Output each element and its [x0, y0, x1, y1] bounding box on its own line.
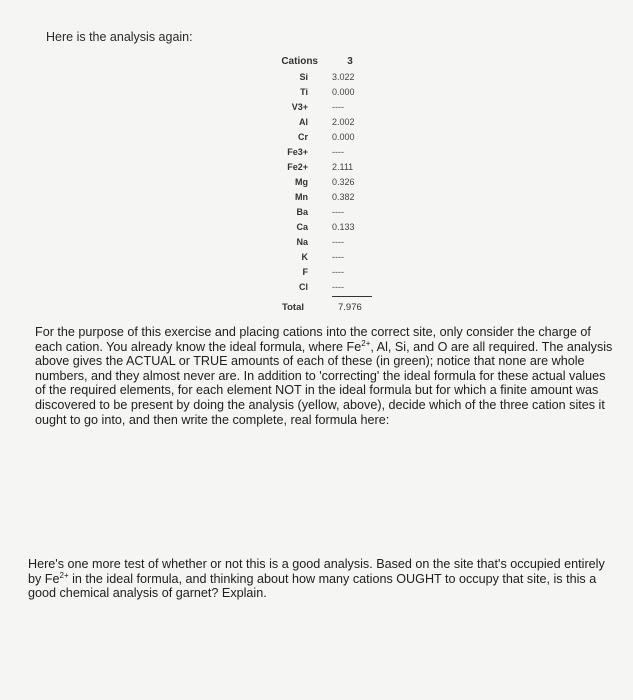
cation-symbol: Na	[296, 237, 308, 247]
table-row	[270, 147, 380, 161]
table-row	[270, 282, 380, 296]
cation-symbol: F	[302, 267, 308, 277]
table-row	[270, 72, 380, 86]
cation-value: 2.111	[332, 162, 354, 172]
cation-value: ----	[332, 147, 344, 157]
table-row	[270, 237, 380, 251]
cation-value: 3.022	[332, 72, 355, 82]
cation-symbol: Ti	[300, 87, 308, 97]
cation-symbol: Mn	[295, 192, 308, 202]
table-row	[270, 117, 380, 131]
header-cations: Cations	[281, 56, 318, 67]
cation-value: ----	[332, 267, 344, 277]
cation-value: 2.002	[332, 117, 355, 127]
cation-value: ----	[332, 282, 344, 292]
table-row	[270, 102, 380, 116]
table-row	[270, 267, 380, 281]
cation-symbol: Al	[299, 117, 308, 127]
cation-symbol: V3+	[291, 102, 308, 112]
table-row	[270, 192, 380, 206]
total-label: Total	[282, 302, 304, 313]
total-divider	[332, 296, 372, 297]
cation-symbol: Si	[299, 72, 308, 82]
paragraph-text: For the purpose of this exercise and placing cations into the correct site, only consider the charge of each cation. You already know the ideal formula, where Fe	[35, 325, 591, 354]
cation-symbol: K	[301, 252, 308, 262]
paragraph-text: Here's one more test of whether or not this is a good analysis. Based on the site that's occupied entirely by Fe	[28, 557, 605, 586]
header-column: 3	[347, 56, 353, 67]
cation-symbol: Fe2+	[287, 162, 308, 172]
total-value: 7.976	[338, 302, 362, 313]
cation-symbol: Cr	[297, 132, 308, 142]
question-paragraph	[28, 557, 620, 601]
cation-value: 0.382	[332, 192, 355, 202]
superscript-charge: 2+	[361, 338, 371, 348]
table-row	[270, 207, 380, 221]
cation-value: 0.326	[332, 177, 355, 187]
table-row	[270, 252, 380, 266]
paragraph-text: , Al, Si, and O are all required. The analysis above gives the ACTUAL or TRUE amounts of each of these (in green); notice that none are whole numbers, and they almost never are. In addition to 'correcting' the ideal formula for these actual values of the required elements, for each element NOT in the ideal formula but for which a finite amount was discovered to be present by doing the analysis (yellow, above), decide which of the three cation sites it ought to go into, and then write the complete, real formula here:	[35, 339, 613, 427]
cation-value: ----	[332, 237, 344, 247]
superscript-charge: 2+	[59, 570, 69, 580]
intro-text: Here is the analysis again:	[46, 30, 193, 44]
paragraph-text: in the ideal formula, and thinking about how many cations OUGHT to occupy that site, is this a good chemical analysis of garnet? Explain.	[28, 571, 597, 601]
instruction-paragraph	[35, 325, 615, 427]
cation-symbol: Ca	[296, 222, 308, 232]
cation-symbol: Fe3+	[287, 147, 308, 157]
cation-value: ----	[332, 207, 344, 217]
table-row	[270, 132, 380, 146]
cation-value: 0.133	[332, 222, 355, 232]
cation-symbol: Mg	[295, 177, 308, 187]
cation-value: ----	[332, 102, 344, 112]
cation-value: ----	[332, 252, 344, 262]
cation-value: 0.000	[332, 132, 355, 142]
cation-symbol: Cl	[299, 282, 308, 292]
table-row	[270, 177, 380, 191]
cation-symbol: Ba	[296, 207, 308, 217]
table-row	[270, 87, 380, 101]
table-row	[270, 222, 380, 236]
cation-value: 0.000	[332, 87, 355, 97]
table-row	[270, 162, 380, 176]
